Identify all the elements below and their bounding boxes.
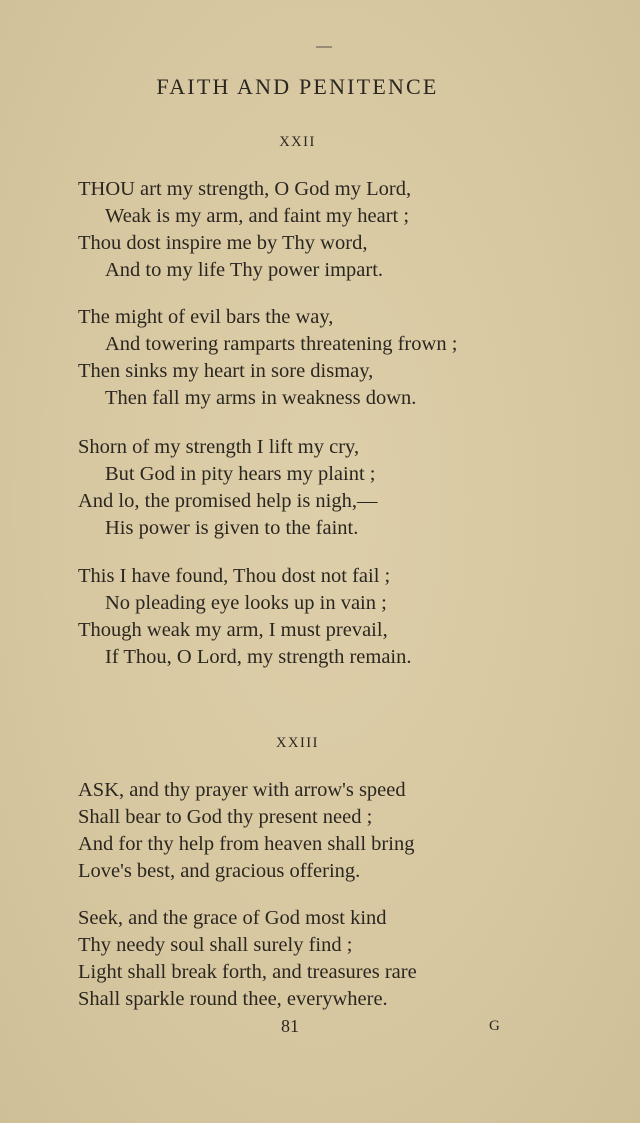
stanza xyxy=(78,777,414,885)
verse-line: THOU art my strength, O God my Lord, xyxy=(78,178,412,200)
verse-line: Thou dost inspire me by Thy word, xyxy=(78,232,368,254)
verse-line: Shall bear to God thy present need ; xyxy=(78,806,373,828)
stanza xyxy=(78,304,457,412)
verse-line: No pleading eye looks up in vain ; xyxy=(105,592,387,614)
poem-number-xxii: XXII xyxy=(279,134,316,150)
stanza xyxy=(78,563,412,671)
verse-line: Though weak my arm, I must prevail, xyxy=(78,619,388,641)
running-head: FAITH AND PENITENCE xyxy=(156,74,439,99)
verse-line: And towering ramparts threatening frown ; xyxy=(105,333,458,355)
stanza xyxy=(78,434,378,542)
verse-line: And to my life Thy power impart. xyxy=(105,259,384,281)
poem-number-xxiii: XXIII xyxy=(276,735,319,751)
verse-line: And for thy help from heaven shall bring xyxy=(78,833,415,855)
verse-line: ASK, and thy prayer with arrow's speed xyxy=(78,779,406,801)
verse-line: But God in pity hears my plaint ; xyxy=(105,463,376,485)
verse-line: Shorn of my strength I lift my cry, xyxy=(78,436,360,458)
verse-line: Thy needy soul shall surely find ; xyxy=(78,934,353,956)
page-number: 81 xyxy=(281,1016,299,1036)
verse-line: Love's best, and gracious offering. xyxy=(78,860,361,882)
verse-line: If Thou, O Lord, my strength remain. xyxy=(105,646,412,668)
signature-mark: G xyxy=(489,1018,500,1034)
printer-mark xyxy=(316,46,332,48)
verse-line: His power is given to the faint. xyxy=(105,517,359,539)
verse-line: Shall sparkle round thee, everywhere. xyxy=(78,988,388,1010)
verse-line: Light shall break forth, and treasures rare xyxy=(78,961,417,983)
stanza xyxy=(78,905,417,1013)
verse-line: Then sinks my heart in sore dismay, xyxy=(78,360,374,382)
verse-line: This I have found, Thou dost not fail ; xyxy=(78,565,391,587)
verse-line: Seek, and the grace of God most kind xyxy=(78,907,387,929)
verse-line: The might of evil bars the way, xyxy=(78,306,334,328)
verse-line: Weak is my arm, and faint my heart ; xyxy=(105,205,410,227)
stanza xyxy=(78,176,411,284)
verse-line: And lo, the promised help is nigh,— xyxy=(78,490,378,512)
verse-line: Then fall my arms in weakness down. xyxy=(105,387,417,409)
